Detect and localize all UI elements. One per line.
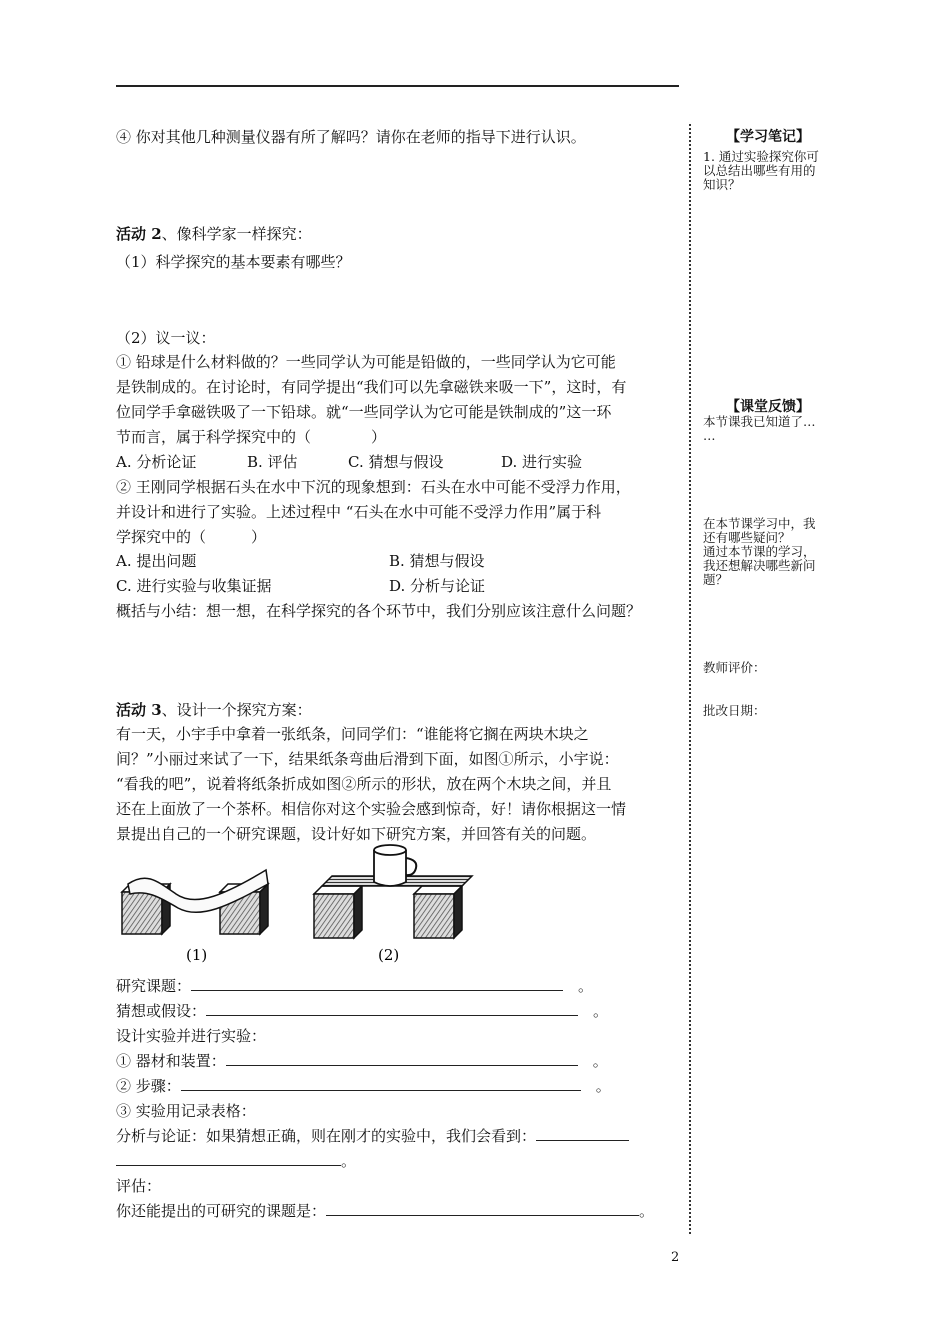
- summary-prompt: 概括与小结：想一想，在科学探究的各个环节中，我们分别应该注意什么问题？: [116, 602, 642, 620]
- activity-3-label: 活动 3: [116, 701, 162, 719]
- column-divider: [689, 124, 691, 1234]
- activity-3-title: 、设计一个探究方案：: [161, 701, 312, 719]
- more-topics-label: 你还能提出的可研究的课题是：: [116, 1202, 327, 1220]
- paper-bridge-illustration: [116, 842, 476, 967]
- questions-line-1: 在本节课学习中，我: [703, 516, 816, 531]
- evaluate-label: 评估：: [116, 1177, 162, 1195]
- research-topic-label: 研究课题：: [116, 977, 192, 995]
- problem-1-option-c: C. 猜想与假设: [348, 453, 444, 471]
- record-table-label: ③ 实验用记录表格：: [116, 1102, 256, 1120]
- research-topic-blank[interactable]: [191, 976, 563, 991]
- activity-2-q2: （2）议一议：: [116, 329, 216, 347]
- review-date-label: 批改日期：: [703, 703, 766, 718]
- period: 。: [592, 1052, 608, 1070]
- feedback-line-1: 本节课我已知道了…: [703, 414, 816, 429]
- teacher-evaluation-label: 教师评价：: [703, 660, 766, 675]
- study-notes-title: 【学习笔记】: [726, 129, 810, 145]
- page-number: 2: [671, 1250, 680, 1265]
- steps-row: [116, 1074, 611, 1099]
- study-notes-line-1: 1. 通过实验探究你可: [703, 149, 819, 164]
- hypothesis-label: 猜想或假设：: [116, 1002, 207, 1020]
- problem-1-option-a: A. 分析论证: [116, 453, 197, 471]
- steps-label: ② 步骤：: [116, 1077, 181, 1095]
- more-topics-blank[interactable]: [326, 1201, 639, 1216]
- figure-1-label: (1): [186, 946, 208, 964]
- study-notes-line-3: 知识？: [703, 177, 741, 192]
- period: 。: [578, 977, 594, 995]
- story-line-4: 还在上面放了一个茶杯。相信你对这个实验会感到惊奇，好！请你根据这一情: [116, 800, 627, 818]
- figure-2-left-block: [314, 886, 362, 938]
- equipment-label: ① 器材和装置：: [116, 1052, 226, 1070]
- problem-1-line-3: 位同学手拿磁铁吸了一下铅球。就“一些同学认为它可能是铁制成的”这一环: [116, 403, 612, 421]
- analysis-row: [116, 1124, 629, 1149]
- equipment-row: [116, 1049, 608, 1074]
- problem-1-line-1: ① 铅球是什么材料做的？一些同学认为可能是铅做的，一些同学认为它可能: [116, 353, 616, 371]
- design-label: 设计实验并进行实验：: [116, 1027, 267, 1045]
- analysis-label: 分析与论证：如果猜想正确，则在刚才的实验中，我们会看到：: [116, 1127, 537, 1145]
- feedback-title: 【课堂反馈】: [726, 399, 810, 415]
- period: 。: [639, 1202, 655, 1220]
- analysis-row-2: [116, 1149, 356, 1174]
- analysis-blank-2[interactable]: [116, 1151, 341, 1166]
- problem-1-line-4: 节而言，属于科学探究中的（ ）: [116, 428, 387, 446]
- problem-2-option-b: B. 猜想与假设: [389, 552, 485, 570]
- activity-2-q1: （1）科学探究的基本要素有哪些？: [116, 253, 351, 271]
- questions-line-2: 还有哪些疑问？: [703, 530, 791, 545]
- problem-1-option-d: D. 进行实验: [501, 453, 583, 471]
- experiment-figure: [116, 842, 476, 967]
- problem-2-line-3: 学探究中的（ ）: [116, 528, 267, 546]
- problem-2-option-d: D. 分析与论证: [389, 577, 486, 595]
- activity-2-label: 活动 2: [116, 225, 162, 243]
- period: 。: [593, 1002, 609, 1020]
- figure-2-label: (2): [378, 946, 400, 964]
- story-line-5: 景提出自己的一个研究课题，设计好如下研究方案，并回答有关的问题。: [116, 825, 597, 843]
- story-line-1: 有一天，小宇手中拿着一张纸条，问同学们：“谁能将它搁在两块木块之: [116, 725, 589, 743]
- hypothesis-row: [116, 999, 608, 1024]
- questions-line-3: 通过本节课的学习，: [703, 544, 816, 559]
- more-topics-row: [116, 1199, 654, 1224]
- period: 。: [341, 1152, 357, 1170]
- questions-line-4: 我还想解决哪些新问: [703, 558, 816, 573]
- problem-2-line-2: 并设计和进行了实验。上述过程中 “石头在水中可能不受浮力作用”属于科: [116, 503, 602, 521]
- story-line-3: “看我的吧”，说着将纸条折成如图②所示的形状，放在两个木块之间，并且: [116, 775, 612, 793]
- problem-2-option-c: C. 进行实验与收集证据: [116, 577, 272, 595]
- problem-1-line-2: 是铁制成的。在讨论时，有同学提出“我们可以先拿磁铁来吸一下”，这时，有: [116, 378, 627, 396]
- study-notes-line-2: 以总结出哪些有用的: [703, 163, 816, 178]
- activity-2-heading: [116, 222, 312, 247]
- problem-1-option-b: B. 评估: [247, 453, 298, 471]
- feedback-line-2: …: [703, 428, 716, 443]
- period: 。: [595, 1077, 611, 1095]
- activity-3-heading: [116, 698, 312, 723]
- questions-line-5: 题？: [703, 572, 729, 587]
- activity-2-title: 、像科学家一样探究：: [161, 225, 312, 243]
- figure-2-right-block: [414, 886, 462, 938]
- steps-blank[interactable]: [181, 1076, 581, 1091]
- question-4: ④ 你对其他几种测量仪器有所了解吗？请你在老师的指导下进行认识。: [116, 128, 586, 146]
- hypothesis-blank[interactable]: [206, 1001, 578, 1016]
- header-rule: [116, 85, 679, 87]
- problem-2-option-a: A. 提出问题: [116, 552, 197, 570]
- equipment-blank[interactable]: [226, 1051, 578, 1066]
- analysis-blank-1[interactable]: [536, 1126, 629, 1141]
- problem-2-line-1: ② 王刚同学根据石头在水中下沉的现象想到：石头在水中可能不受浮力作用，: [116, 478, 631, 496]
- story-line-2: 间？”小丽过来试了一下，结果纸条弯曲后滑到下面，如图①所示，小宇说：: [116, 750, 619, 768]
- research-topic-row: [116, 974, 593, 999]
